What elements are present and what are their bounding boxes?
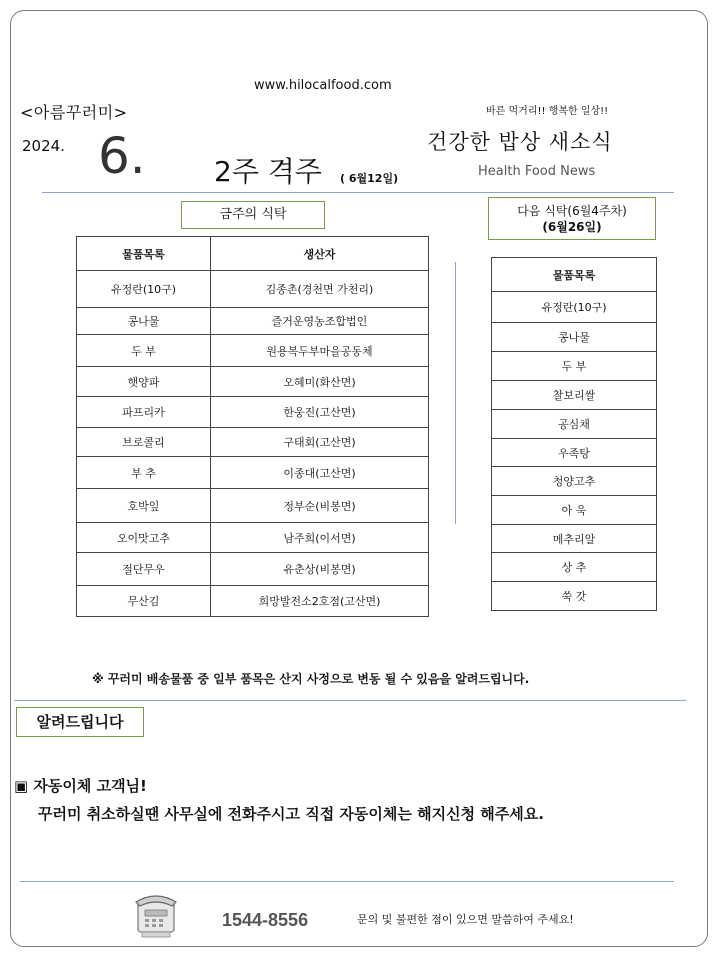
table-row xyxy=(77,553,429,586)
next-item-cell: 청양고추 xyxy=(492,467,657,496)
column-header-item: 물품목록 xyxy=(492,258,657,292)
producer-cell: 구태회(고산면) xyxy=(211,428,429,457)
column-header-item: 물품목록 xyxy=(77,237,211,271)
contact-text: 문의 및 불편한 점이 있으면 말씀하여 주세요! xyxy=(357,913,574,926)
table-row xyxy=(77,489,429,523)
producer-cell: 한웅진(고산면) xyxy=(211,397,429,428)
next-week-label-box xyxy=(488,197,656,240)
next-item-cell: 두 부 xyxy=(492,352,657,381)
issue-year: 2024. xyxy=(22,137,65,155)
list-item xyxy=(492,410,657,439)
list-item xyxy=(492,323,657,352)
next-item-cell: 공심채 xyxy=(492,410,657,439)
producer-cell: 오혜미(화산면) xyxy=(211,367,429,397)
next-item-cell: 우족탕 xyxy=(492,439,657,467)
column-header-producer: 생산자 xyxy=(211,237,429,271)
newsletter-subtitle: Health Food News xyxy=(478,164,596,179)
list-item xyxy=(492,439,657,467)
table-header-row xyxy=(77,237,429,271)
item-cell: 무산김 xyxy=(77,586,211,617)
item-cell: 호박잎 xyxy=(77,489,211,523)
producer-cell: 유춘상(비봉면) xyxy=(211,553,429,586)
column-divider xyxy=(455,262,456,524)
item-cell: 유정란(10구) xyxy=(77,271,211,308)
next-item-cell: 메추리알 xyxy=(492,525,657,553)
this-week-label: 금주의 식탁 xyxy=(219,207,287,222)
this-week-label-box xyxy=(181,201,325,229)
auto-transfer-body: 꾸러미 취소하실땐 사무실에 전화주시고 직접 자동이체는 해지신청 해주세요. xyxy=(38,805,544,823)
producer-cell: 남주희(이서면) xyxy=(211,523,429,553)
table-row xyxy=(77,457,429,489)
this-week-table xyxy=(76,236,429,617)
website-url[interactable]: www.hilocalfood.com xyxy=(254,78,392,93)
header-divider xyxy=(42,192,674,193)
list-item xyxy=(492,496,657,525)
phone-number[interactable]: 1544-8556 xyxy=(222,910,309,930)
producer-cell: 정부순(비봉면) xyxy=(211,489,429,523)
announcement-heading: 알려드립니다 xyxy=(36,713,124,731)
item-cell: 브로콜리 xyxy=(77,428,211,457)
list-item xyxy=(492,381,657,410)
item-cell: 콩나물 xyxy=(77,308,211,335)
producer-cell: 김종촌(경천면 가천리) xyxy=(211,271,429,308)
table-row xyxy=(77,335,429,367)
issue-week-date: ( 6월12일) xyxy=(340,172,399,185)
next-week-table xyxy=(491,257,657,611)
table-header-row xyxy=(492,258,657,292)
brand-name: <아름꾸러미> xyxy=(20,103,128,122)
telephone-icon xyxy=(132,888,180,940)
table-row xyxy=(77,271,429,308)
next-item-cell: 찰보리쌀 xyxy=(492,381,657,410)
next-item-cell: 상 추 xyxy=(492,553,657,582)
footer-divider xyxy=(20,881,674,882)
table-row xyxy=(77,586,429,617)
table-row xyxy=(77,523,429,553)
slogan: 바른 먹거리!! 행복한 일상!! xyxy=(486,106,609,117)
table-row xyxy=(77,367,429,397)
next-item-cell: 유정란(10구) xyxy=(492,292,657,323)
issue-month: 6. xyxy=(98,127,146,185)
producer-cell: 이종대(고산면) xyxy=(211,457,429,489)
item-cell: 파프리카 xyxy=(77,397,211,428)
table-row xyxy=(77,308,429,335)
producer-cell: 즐거운영농조합법인 xyxy=(211,308,429,335)
producer-cell: 희망발전소2호점(고산면) xyxy=(211,586,429,617)
next-week-date: (6월26일) xyxy=(542,220,602,234)
list-item xyxy=(492,525,657,553)
item-cell: 두 부 xyxy=(77,335,211,367)
item-cell: 부 추 xyxy=(77,457,211,489)
issue-week: 2주 격주 xyxy=(214,155,322,188)
item-cell: 오이맛고추 xyxy=(77,523,211,553)
table-row xyxy=(77,428,429,457)
producer-cell: 원용복두부마을공동체 xyxy=(211,335,429,367)
item-cell: 절단무우 xyxy=(77,553,211,586)
next-item-cell: 아 욱 xyxy=(492,496,657,525)
list-item xyxy=(492,292,657,323)
next-item-cell: 콩나물 xyxy=(492,323,657,352)
next-week-label: 다음 식탁(6월4주차) xyxy=(517,204,627,218)
next-item-cell: 쑥 갓 xyxy=(492,582,657,611)
list-item xyxy=(492,467,657,496)
list-item xyxy=(492,582,657,611)
list-item xyxy=(492,352,657,381)
supply-notice: ※ 꾸러미 배송물품 중 일부 품목은 산지 사정으로 변동 될 수 있음을 알려드립니다. xyxy=(92,672,530,686)
notice-divider xyxy=(14,700,686,701)
table-row xyxy=(77,397,429,428)
list-item xyxy=(492,553,657,582)
announcement-heading-box xyxy=(16,707,144,737)
newsletter-title: 건강한 밥상 새소식 xyxy=(427,130,613,154)
item-cell: 햇양파 xyxy=(77,367,211,397)
auto-transfer-title: ▣ 자동이체 고객님! xyxy=(14,777,147,795)
